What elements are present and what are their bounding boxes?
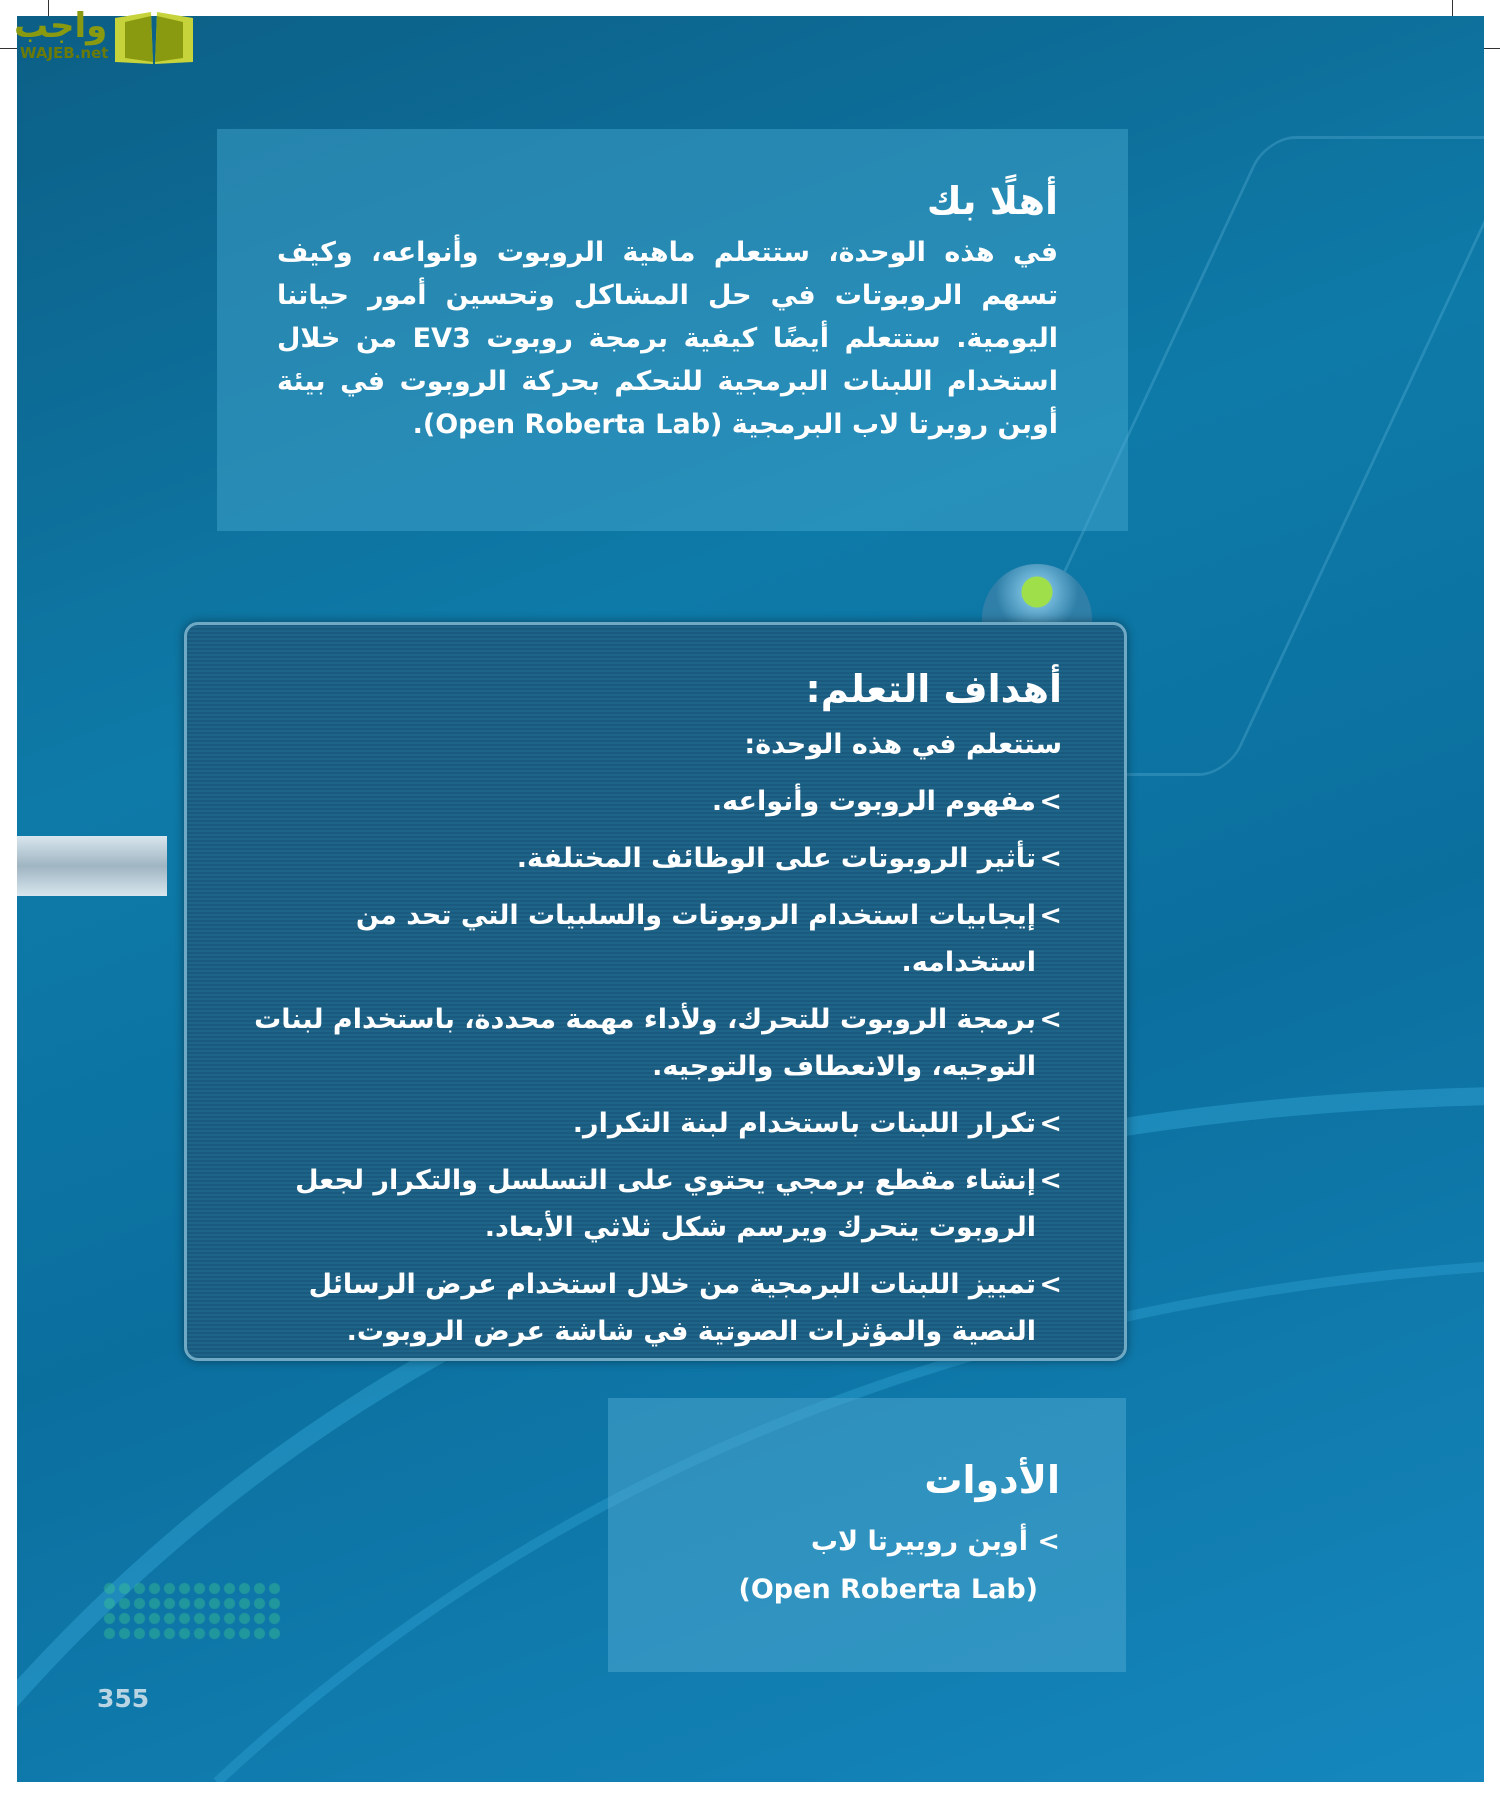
- goal-item-text: إيجابيات استخدام الروبوتات والسلبيات التي تحد من استخدامه.: [355, 900, 1036, 978]
- bullet-marker: >: [1039, 843, 1062, 874]
- robot-arm-image: [17, 836, 167, 896]
- tools-item-label: أوبن روبيرتا لاب: [810, 1526, 1028, 1557]
- bullet-marker: >: [1039, 1004, 1062, 1035]
- goal-item-text: تأثير الروبوتات على الوظائف المختلفة.: [516, 843, 1036, 874]
- tools-item: [628, 1518, 1060, 1566]
- goals-intro: ستتعلم في هذه الوحدة:: [744, 729, 1062, 760]
- bullet-marker: >: [1039, 1269, 1062, 1300]
- ministry-logo-watermark: [102, 1581, 282, 1641]
- goals-title: أهداف التعلم:: [805, 667, 1062, 711]
- wajeb-logo: [8, 4, 188, 66]
- goal-item: [247, 1100, 1062, 1147]
- tools-title: الأدوات: [924, 1458, 1060, 1502]
- bullet-marker: >: [1039, 1165, 1062, 1196]
- tools-item-en: (Open Roberta Lab): [738, 1574, 1038, 1605]
- bullet-marker: >: [1039, 900, 1062, 931]
- tools-box: [608, 1398, 1126, 1672]
- welcome-body: في هذه الوحدة، ستتعلم ماهية الروبوت وأنواعه، وكيف تسهم الروبوتات في حل المشاكل وتحسين أمور حياتنا اليومية. ستتعلم أيضًا كيفية برمجة روبوت EV3 من خلال استخدام اللبنات البرمجية للتحكم بحركة الروبوت في بيئة أوبن روبرتا لاب البرمجية (Open Roberta Lab).: [277, 237, 1058, 440]
- goal-item-text: مفهوم الروبوت وأنواعه.: [711, 786, 1036, 817]
- goals-list: [247, 778, 1062, 1355]
- book-icon: [113, 8, 195, 66]
- goal-item-text: برمجة الروبوت للتحرك، ولأداء مهمة محددة، باستخدام لبنات التوجيه، والانعطاف والتوجيه.: [254, 1004, 1036, 1082]
- bullet-marker: >: [1037, 1526, 1060, 1557]
- learning-goals-box: [184, 622, 1127, 1361]
- page-number: 355: [97, 1684, 150, 1713]
- welcome-box: [217, 129, 1128, 531]
- goal-item: [247, 778, 1062, 825]
- goal-item-text: تمييز اللبنات البرمجية من خلال استخدام عرض الرسائل النصية والمؤثرات الصوتية في شاشة عرض الروبوت.: [308, 1269, 1036, 1347]
- goal-item: [247, 1261, 1062, 1355]
- welcome-title: أهلًا بك: [926, 179, 1058, 223]
- bullet-marker: >: [1039, 1108, 1062, 1139]
- goal-item-text: تكرار اللبنات باستخدام لبنة التكرار.: [572, 1108, 1036, 1139]
- bullet-marker: >: [1039, 786, 1062, 817]
- goal-item: [247, 996, 1062, 1090]
- logo-latin: WAJEB.net: [20, 44, 109, 62]
- goal-item: [247, 1157, 1062, 1251]
- page: [17, 16, 1484, 1782]
- goal-item-text: إنشاء مقطع برمجي يحتوي على التسلسل والتكرار لجعل الروبوت يتحرك ويرسم شكل ثلاثي الأبعاد.: [295, 1165, 1036, 1243]
- goal-item: [247, 892, 1062, 986]
- goal-item: [247, 835, 1062, 882]
- logo-arabic: واجب: [14, 6, 108, 46]
